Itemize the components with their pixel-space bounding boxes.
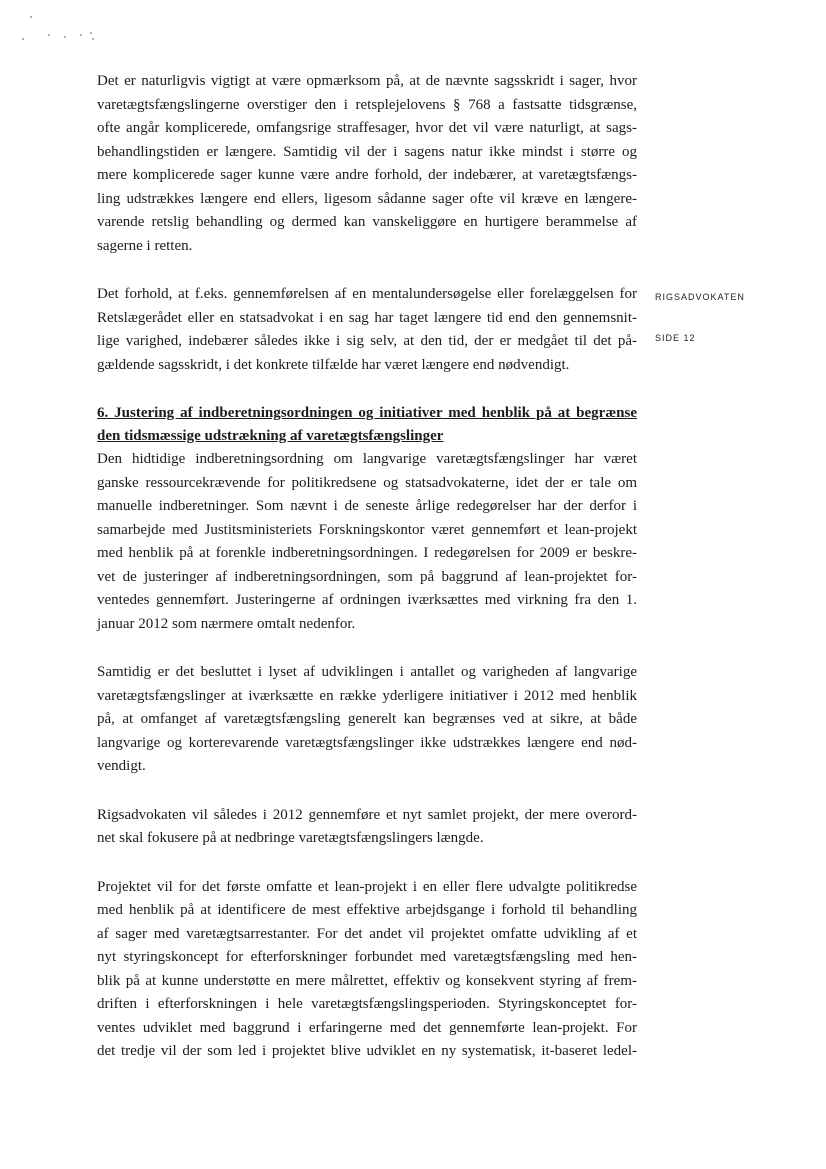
text-line: Rigsadvokaten vil således i 2012 gennemføre et nyt samlet projekt, der mere overord- bbox=[97, 806, 637, 823]
text-line: mere komplicerede sager kunne være andre forhold, der indebærer, at varetægtsfængs- bbox=[97, 167, 637, 183]
main-text-column bbox=[97, 70, 637, 1064]
text-line: ventedes gennemført. Justeringerne af ordningen iværksættes med virkning fra den 1. bbox=[97, 592, 637, 608]
text-line: sagerne i retten. bbox=[97, 237, 193, 254]
text-line: lige varighed, indebærer således ikke i sig selv, at den tid, der er medgået til det på- bbox=[97, 333, 637, 349]
text-line: på, at omfanget af varetægtsfængsling generelt kan begrænses ved at sikre, at både bbox=[97, 711, 637, 727]
paragraph bbox=[97, 661, 637, 779]
text-line: behandlingstiden er længere. Samtidig vil der i sagens natur ikke mindst i større og bbox=[97, 143, 637, 160]
text-line: januar 2012 som nærmere omtalt nedenfor. bbox=[97, 615, 356, 632]
sidebar-org-label: RIGSADVOKATEN bbox=[655, 292, 745, 302]
paragraph bbox=[97, 804, 637, 851]
text-line: af sager med varetægtsarrestanter. For det andet vil projektet omfatte udvikling af et bbox=[97, 925, 637, 942]
text-line: Det forhold, at f.eks. gennemførelsen af en mentalundersøgelse eller forelæggelsen for bbox=[97, 286, 637, 302]
text-line: ofte angår komplicerede, omfangsrige straffesager, hvor det vil være naturligt, at sags- bbox=[97, 120, 637, 136]
text-line: med henblik på at forenkle indberetningsordningen. I redegørelsen for 2009 er beskre- bbox=[97, 545, 637, 561]
text-line: samarbejde med Justitsministeriets Forskningskontor været gennemført et lean-projekt bbox=[97, 521, 637, 538]
text-line: Projektet vil for det første omfatte et lean-projekt i en eller flere udvalgte politikredse bbox=[97, 878, 637, 895]
text-line: ganske ressourcekrævende for politikredsene og statsadvokaterne, idet der er tale om bbox=[97, 474, 637, 491]
text-line: manuelle indberetninger. Som nævnt i de seneste årlige redegørelser har der derfor i bbox=[97, 498, 637, 514]
text-line: ling udstrækkes længere end ellers, ligesom sådanne sager ofte vil kræve en længere- bbox=[97, 190, 637, 207]
text-line: nyt styringskoncept for efterforskninger forbundet med varetægtsfængsling med hen- bbox=[97, 949, 637, 965]
text-line: varetægtsfængslinger at iværksætte en række yderligere initiativer i 2012 med henblik bbox=[97, 687, 637, 704]
text-line: vet de justeringer af indberetningsordningen, som på baggrund af lean-projektet for- bbox=[97, 568, 637, 585]
text-line: med henblik på at identificere de mest effektive arbejdsgange i forhold til behandling bbox=[97, 902, 637, 918]
scan-artifact-marks bbox=[22, 14, 112, 34]
paragraph bbox=[97, 876, 637, 1064]
text-line: langvarige og korterevarende varetægtsfængslinger ikke udstrækkes længere end nød- bbox=[97, 734, 637, 751]
text-line: Retslægerådet eller en statsadvokat i en sag har taget længere tid end den gennemsnit- bbox=[97, 309, 637, 326]
text-line: gældende sagsskridt, i det konkrete tilfælde har været længere end nødvendigt. bbox=[97, 356, 570, 373]
text-line: driften i efterforskningen i hele varetægtsfængslingsperioden. Styringskonceptet for- bbox=[97, 996, 637, 1012]
paragraph bbox=[97, 283, 637, 377]
paragraph bbox=[97, 70, 637, 258]
text-line: Det er naturligvis vigtigt at være opmærksom på, at de nævnte sagsskridt i sager, hvor bbox=[97, 73, 637, 89]
heading-line: 6. Justering af indberetningsordningen og initiativer med henblik på at begrænse bbox=[97, 405, 637, 421]
text-line: Samtidig er det besluttet i lyset af udviklingen i antallet og varigheden af langvarige bbox=[97, 664, 637, 680]
text-line: blik på at kunne understøtte en mere målrettet, effektiv og konsekvent styring af frem- bbox=[97, 972, 637, 989]
sidebar-page-number: SIDE 12 bbox=[655, 333, 696, 343]
text-line: det tredje vil der som led i projektet blive udviklet en ny systematisk, it-baseret ledel- bbox=[97, 1043, 637, 1059]
paragraph bbox=[97, 448, 637, 636]
heading-line: den tidsmæssige udstrækning af varetægtsfængslinger bbox=[97, 428, 444, 444]
text-line: net skal fokusere på at nedbringe varetægtsfængslingers længde. bbox=[97, 830, 484, 846]
text-line: ventes udviklet med baggrund i erfaringerne med det gennemførte lean-projekt. For bbox=[97, 1019, 637, 1036]
text-line: Den hidtidige indberetningsordning om langvarige varetægtsfængslinger har været bbox=[97, 451, 637, 467]
text-line: vendigt. bbox=[97, 758, 146, 774]
text-line: varende retslig behandling og dermed kan vanskeliggøre en hurtigere berammelse af bbox=[97, 214, 637, 230]
text-line: varetægtsfængslingerne overstiger den i retsplejelovens § 768 a fastsatte tidsgrænse, bbox=[97, 96, 637, 113]
section-heading bbox=[97, 402, 637, 448]
